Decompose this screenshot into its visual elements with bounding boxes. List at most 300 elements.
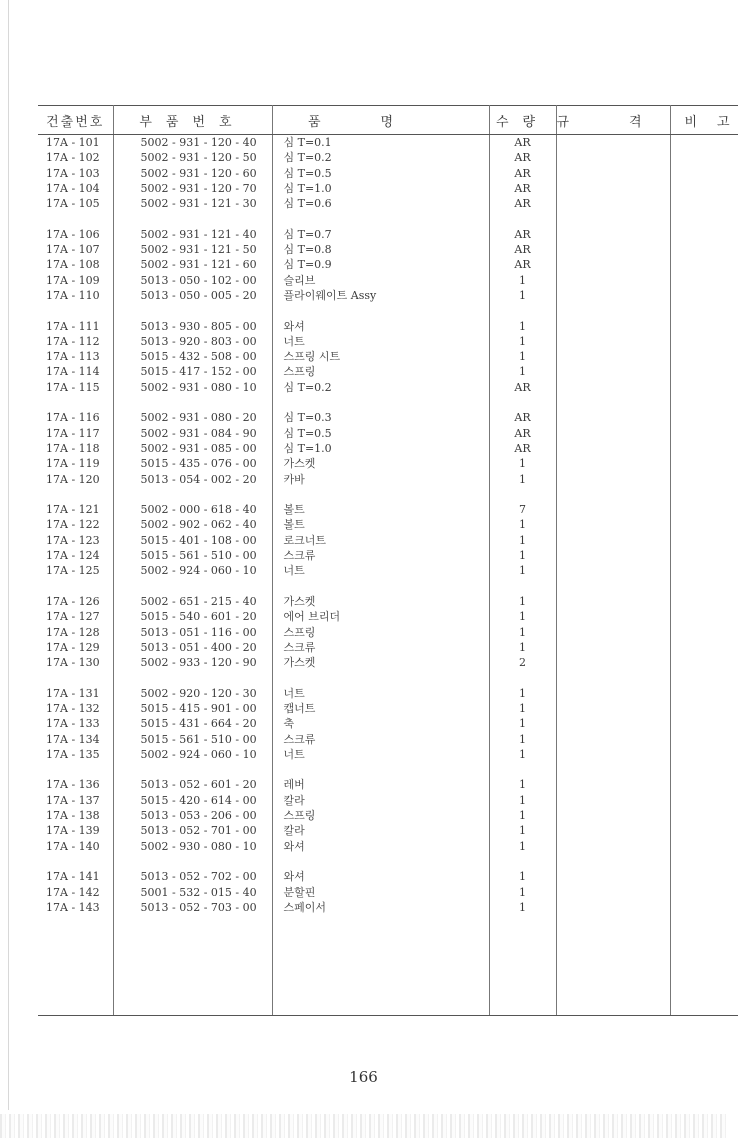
item-number-cell: 17A - 109: [38, 273, 113, 288]
part-number-cell: 5013 - 051 - 116 - 00: [113, 625, 272, 640]
part-number-cell: 5015 - 540 - 601 - 20: [113, 609, 272, 624]
empty-cell: [670, 915, 738, 1016]
empty-cell: [113, 915, 272, 1016]
part-name-cell: 와셔: [272, 319, 489, 334]
spec-cell: [556, 686, 670, 701]
table-row: [38, 150, 738, 165]
spec-cell: [556, 625, 670, 640]
part-name-cell: 레버: [272, 777, 489, 792]
part-name-cell: 로크너트: [272, 533, 489, 548]
spacer-cell: [38, 211, 113, 226]
item-number-cell: 17A - 106: [38, 227, 113, 242]
item-number-cell: 17A - 137: [38, 793, 113, 808]
table-row: [38, 869, 738, 884]
part-name-cell: 스프링: [272, 625, 489, 640]
table-row: [38, 472, 738, 487]
table-row: [38, 808, 738, 823]
spacer-cell: [556, 487, 670, 502]
part-name-cell: 너트: [272, 563, 489, 578]
item-number-cell: 17A - 133: [38, 716, 113, 731]
remarks-cell: [670, 288, 738, 303]
spec-cell: [556, 319, 670, 334]
part-number-cell: 5015 - 435 - 076 - 00: [113, 456, 272, 471]
remarks-cell: [670, 625, 738, 640]
table-row: [38, 716, 738, 731]
quantity-cell: AR: [489, 150, 556, 165]
page-edge: [8, 0, 9, 1110]
part-name-cell: 심 T=0.6: [272, 196, 489, 211]
table-row: [38, 686, 738, 701]
part-name-cell: 심 T=1.0: [272, 181, 489, 196]
spec-cell: [556, 410, 670, 425]
remarks-cell: [670, 533, 738, 548]
part-name-cell: 심 T=0.9: [272, 257, 489, 272]
spacer-cell: [38, 487, 113, 502]
quantity-cell: AR: [489, 242, 556, 257]
spec-cell: [556, 808, 670, 823]
item-number-cell: 17A - 127: [38, 609, 113, 624]
table-row: [38, 181, 738, 196]
quantity-cell: 7: [489, 502, 556, 517]
item-number-cell: 17A - 111: [38, 319, 113, 334]
remarks-cell: [670, 548, 738, 563]
remarks-cell: [670, 257, 738, 272]
remarks-cell: [670, 823, 738, 838]
group-spacer: [38, 670, 738, 685]
header-part-name: 품명: [272, 106, 489, 135]
quantity-cell: 1: [489, 823, 556, 838]
part-number-cell: 5002 - 920 - 120 - 30: [113, 686, 272, 701]
part-name-cell: 스크류: [272, 548, 489, 563]
item-number-cell: 17A - 135: [38, 747, 113, 762]
table-body: [38, 135, 738, 1016]
scan-artifact-strip: [0, 1114, 727, 1138]
group-spacer: [38, 487, 738, 502]
part-number-cell: 5013 - 052 - 701 - 00: [113, 823, 272, 838]
remarks-cell: [670, 885, 738, 900]
group-spacer: [38, 211, 738, 226]
remarks-cell: [670, 777, 738, 792]
spacer-cell: [38, 670, 113, 685]
item-number-cell: 17A - 139: [38, 823, 113, 838]
table-row: [38, 364, 738, 379]
table-row: [38, 319, 738, 334]
spec-cell: [556, 441, 670, 456]
spacer-cell: [113, 579, 272, 594]
spec-cell: [556, 869, 670, 884]
spacer-cell: [272, 762, 489, 777]
item-number-cell: 17A - 117: [38, 426, 113, 441]
spacer-cell: [38, 303, 113, 318]
part-number-cell: 5015 - 417 - 152 - 00: [113, 364, 272, 379]
quantity-cell: AR: [489, 410, 556, 425]
item-number-cell: 17A - 134: [38, 732, 113, 747]
quantity-cell: 1: [489, 548, 556, 563]
part-number-cell: 5013 - 051 - 400 - 20: [113, 640, 272, 655]
spec-cell: [556, 196, 670, 211]
spec-cell: [556, 885, 670, 900]
part-name-cell: 심 T=0.2: [272, 150, 489, 165]
remarks-cell: [670, 808, 738, 823]
quantity-cell: 1: [489, 472, 556, 487]
spec-cell: [556, 426, 670, 441]
spacer-cell: [670, 487, 738, 502]
spec-cell: [556, 732, 670, 747]
spec-cell: [556, 701, 670, 716]
part-number-cell: 5001 - 532 - 015 - 40: [113, 885, 272, 900]
table-row: [38, 747, 738, 762]
quantity-cell: 1: [489, 869, 556, 884]
table-row: [38, 777, 738, 792]
part-name-cell: 심 T=0.8: [272, 242, 489, 257]
group-spacer: [38, 579, 738, 594]
remarks-cell: [670, 364, 738, 379]
item-number-cell: 17A - 120: [38, 472, 113, 487]
table-row: [38, 701, 738, 716]
quantity-cell: 1: [489, 747, 556, 762]
remarks-cell: [670, 655, 738, 670]
item-number-cell: 17A - 128: [38, 625, 113, 640]
remarks-cell: [670, 319, 738, 334]
part-number-cell: 5015 - 432 - 508 - 00: [113, 349, 272, 364]
table-row: [38, 334, 738, 349]
part-name-cell: 슬리브: [272, 273, 489, 288]
part-number-cell: 5013 - 052 - 703 - 00: [113, 900, 272, 915]
quantity-cell: 1: [489, 609, 556, 624]
spacer-cell: [113, 211, 272, 226]
quantity-cell: 1: [489, 701, 556, 716]
spec-cell: [556, 517, 670, 532]
part-name-cell: 스프링: [272, 808, 489, 823]
part-name-cell: 스크류: [272, 732, 489, 747]
item-number-cell: 17A - 119: [38, 456, 113, 471]
spec-cell: [556, 135, 670, 151]
remarks-cell: [670, 640, 738, 655]
remarks-cell: [670, 517, 738, 532]
spacer-cell: [489, 579, 556, 594]
table-row: [38, 839, 738, 854]
quantity-cell: AR: [489, 227, 556, 242]
item-number-cell: 17A - 136: [38, 777, 113, 792]
spec-cell: [556, 533, 670, 548]
table-row: [38, 288, 738, 303]
part-name-cell: 가스켓: [272, 655, 489, 670]
spacer-cell: [38, 762, 113, 777]
spacer-cell: [489, 762, 556, 777]
part-number-cell: 5002 - 651 - 215 - 40: [113, 594, 272, 609]
remarks-cell: [670, 793, 738, 808]
item-number-cell: 17A - 124: [38, 548, 113, 563]
item-number-cell: 17A - 131: [38, 686, 113, 701]
quantity-cell: AR: [489, 441, 556, 456]
part-name-cell: 심 T=0.5: [272, 426, 489, 441]
part-name-cell: 칼라: [272, 823, 489, 838]
spec-cell: [556, 502, 670, 517]
part-number-cell: 5013 - 920 - 803 - 00: [113, 334, 272, 349]
part-name-cell: 가스켓: [272, 594, 489, 609]
table-row: [38, 548, 738, 563]
spec-cell: [556, 655, 670, 670]
item-number-cell: 17A - 104: [38, 181, 113, 196]
spec-cell: [556, 227, 670, 242]
item-number-cell: 17A - 125: [38, 563, 113, 578]
spec-cell: [556, 288, 670, 303]
table-row: [38, 426, 738, 441]
spacer-cell: [113, 395, 272, 410]
quantity-cell: 1: [489, 686, 556, 701]
quantity-cell: AR: [489, 257, 556, 272]
spacer-cell: [489, 211, 556, 226]
part-name-cell: 스크류: [272, 640, 489, 655]
part-number-cell: 5002 - 924 - 060 - 10: [113, 563, 272, 578]
empty-cell: [38, 915, 113, 1016]
table-row: [38, 563, 738, 578]
part-number-cell: 5015 - 401 - 108 - 00: [113, 533, 272, 548]
quantity-cell: 1: [489, 900, 556, 915]
item-number-cell: 17A - 122: [38, 517, 113, 532]
part-name-cell: 플라이웨이트 Assy: [272, 288, 489, 303]
table-row: [38, 166, 738, 181]
spacer-cell: [670, 579, 738, 594]
part-number-cell: 5013 - 050 - 005 - 20: [113, 288, 272, 303]
item-number-cell: 17A - 108: [38, 257, 113, 272]
table-row: [38, 242, 738, 257]
table-row: [38, 227, 738, 242]
table-row: [38, 885, 738, 900]
part-name-cell: 볼트: [272, 517, 489, 532]
table-row: [38, 273, 738, 288]
part-number-cell: 5002 - 931 - 085 - 00: [113, 441, 272, 456]
item-number-cell: 17A - 102: [38, 150, 113, 165]
spec-cell: [556, 839, 670, 854]
spacer-cell: [670, 670, 738, 685]
spacer-cell: [489, 854, 556, 869]
header-remarks: 비고: [670, 106, 738, 135]
spacer-cell: [489, 395, 556, 410]
quantity-cell: AR: [489, 380, 556, 395]
table-row: [38, 640, 738, 655]
remarks-cell: [670, 181, 738, 196]
quantity-cell: AR: [489, 166, 556, 181]
spacer-cell: [556, 579, 670, 594]
table-row: [38, 823, 738, 838]
part-name-cell: 카바: [272, 472, 489, 487]
spacer-cell: [272, 854, 489, 869]
part-number-cell: 5002 - 931 - 120 - 60: [113, 166, 272, 181]
header-part-number: 부품번호: [113, 106, 272, 135]
remarks-cell: [670, 441, 738, 456]
quantity-cell: 1: [489, 716, 556, 731]
part-name-cell: 캡너트: [272, 701, 489, 716]
item-number-cell: 17A - 126: [38, 594, 113, 609]
remarks-cell: [670, 426, 738, 441]
part-name-cell: 와셔: [272, 869, 489, 884]
part-number-cell: 5002 - 931 - 084 - 90: [113, 426, 272, 441]
spacer-cell: [38, 395, 113, 410]
part-name-cell: 분할핀: [272, 885, 489, 900]
spec-cell: [556, 777, 670, 792]
remarks-cell: [670, 196, 738, 211]
remarks-cell: [670, 242, 738, 257]
part-name-cell: 스프링: [272, 364, 489, 379]
group-spacer: [38, 395, 738, 410]
part-number-cell: 5002 - 924 - 060 - 10: [113, 747, 272, 762]
empty-cell: [272, 915, 489, 1016]
part-name-cell: 에어 브리더: [272, 609, 489, 624]
remarks-cell: [670, 472, 738, 487]
quantity-cell: 1: [489, 808, 556, 823]
parts-list: [38, 105, 750, 1055]
spec-cell: [556, 472, 670, 487]
item-number-cell: 17A - 129: [38, 640, 113, 655]
table-row: [38, 900, 738, 915]
quantity-cell: 1: [489, 273, 556, 288]
remarks-cell: [670, 456, 738, 471]
spacer-cell: [272, 303, 489, 318]
remarks-cell: [670, 701, 738, 716]
spacer-cell: [670, 211, 738, 226]
item-number-cell: 17A - 101: [38, 135, 113, 151]
quantity-cell: 1: [489, 839, 556, 854]
part-name-cell: 축: [272, 716, 489, 731]
remarks-cell: [670, 747, 738, 762]
remarks-cell: [670, 273, 738, 288]
spacer-cell: [556, 303, 670, 318]
quantity-cell: 1: [489, 885, 556, 900]
part-name-cell: 너트: [272, 686, 489, 701]
part-name-cell: 너트: [272, 334, 489, 349]
table-row: [38, 410, 738, 425]
empty-cell: [489, 915, 556, 1016]
remarks-cell: [670, 609, 738, 624]
quantity-cell: 1: [489, 777, 556, 792]
quantity-cell: 1: [489, 563, 556, 578]
table-row: [38, 196, 738, 211]
table-header-row: [38, 106, 738, 135]
remarks-cell: [670, 594, 738, 609]
spec-cell: [556, 548, 670, 563]
remarks-cell: [670, 869, 738, 884]
quantity-cell: 2: [489, 655, 556, 670]
spec-cell: [556, 900, 670, 915]
table-row: [38, 502, 738, 517]
remarks-cell: [670, 502, 738, 517]
spacer-cell: [272, 579, 489, 594]
quantity-cell: 1: [489, 793, 556, 808]
remarks-cell: [670, 563, 738, 578]
quantity-cell: AR: [489, 426, 556, 441]
header-spec: 규격: [556, 106, 670, 135]
table-row: [38, 517, 738, 532]
item-number-cell: 17A - 132: [38, 701, 113, 716]
item-number-cell: 17A - 113: [38, 349, 113, 364]
part-number-cell: 5002 - 933 - 120 - 90: [113, 655, 272, 670]
quantity-cell: 1: [489, 517, 556, 532]
spacer-cell: [489, 303, 556, 318]
part-number-cell: 5013 - 930 - 805 - 00: [113, 319, 272, 334]
table-row: [38, 793, 738, 808]
part-name-cell: 와셔: [272, 839, 489, 854]
part-name-cell: 심 T=0.5: [272, 166, 489, 181]
quantity-cell: 1: [489, 625, 556, 640]
spec-cell: [556, 150, 670, 165]
item-number-cell: 17A - 123: [38, 533, 113, 548]
item-number-cell: 17A - 118: [38, 441, 113, 456]
table-row: [38, 456, 738, 471]
spec-cell: [556, 716, 670, 731]
table-row: [38, 609, 738, 624]
item-number-cell: 17A - 138: [38, 808, 113, 823]
spacer-cell: [489, 670, 556, 685]
quantity-cell: 1: [489, 533, 556, 548]
table-row: [38, 594, 738, 609]
spacer-cell: [670, 303, 738, 318]
remarks-cell: [670, 716, 738, 731]
quantity-cell: 1: [489, 732, 556, 747]
part-name-cell: 너트: [272, 747, 489, 762]
spec-cell: [556, 563, 670, 578]
spacer-cell: [113, 487, 272, 502]
part-number-cell: 5013 - 054 - 002 - 20: [113, 472, 272, 487]
spacer-cell: [556, 395, 670, 410]
remarks-cell: [670, 732, 738, 747]
part-number-cell: 5013 - 052 - 702 - 00: [113, 869, 272, 884]
quantity-cell: 1: [489, 319, 556, 334]
spec-cell: [556, 257, 670, 272]
item-number-cell: 17A - 121: [38, 502, 113, 517]
remarks-cell: [670, 349, 738, 364]
part-number-cell: 5002 - 930 - 080 - 10: [113, 839, 272, 854]
quantity-cell: AR: [489, 181, 556, 196]
item-number-cell: 17A - 115: [38, 380, 113, 395]
part-number-cell: 5002 - 931 - 121 - 40: [113, 227, 272, 242]
quantity-cell: 1: [489, 364, 556, 379]
spec-cell: [556, 349, 670, 364]
spacer-cell: [272, 211, 489, 226]
item-number-cell: 17A - 141: [38, 869, 113, 884]
empty-rows-area: [38, 915, 738, 1016]
spacer-cell: [113, 303, 272, 318]
remarks-cell: [670, 410, 738, 425]
group-spacer: [38, 854, 738, 869]
spec-cell: [556, 364, 670, 379]
spacer-cell: [670, 854, 738, 869]
spec-cell: [556, 273, 670, 288]
remarks-cell: [670, 150, 738, 165]
spacer-cell: [113, 854, 272, 869]
part-number-cell: 5015 - 415 - 901 - 00: [113, 701, 272, 716]
part-number-cell: 5013 - 050 - 102 - 00: [113, 273, 272, 288]
spec-cell: [556, 456, 670, 471]
quantity-cell: 1: [489, 456, 556, 471]
remarks-cell: [670, 166, 738, 181]
spacer-cell: [489, 487, 556, 502]
remarks-cell: [670, 839, 738, 854]
table-row: [38, 441, 738, 456]
part-number-cell: 5002 - 000 - 618 - 40: [113, 502, 272, 517]
group-spacer: [38, 762, 738, 777]
item-number-cell: 17A - 103: [38, 166, 113, 181]
spacer-cell: [113, 670, 272, 685]
item-number-cell: 17A - 105: [38, 196, 113, 211]
item-number-cell: 17A - 130: [38, 655, 113, 670]
table-row: [38, 533, 738, 548]
remarks-cell: [670, 334, 738, 349]
spacer-cell: [556, 670, 670, 685]
part-name-cell: 가스켓: [272, 456, 489, 471]
part-number-cell: 5002 - 931 - 121 - 50: [113, 242, 272, 257]
page-number: 166: [349, 1068, 378, 1086]
